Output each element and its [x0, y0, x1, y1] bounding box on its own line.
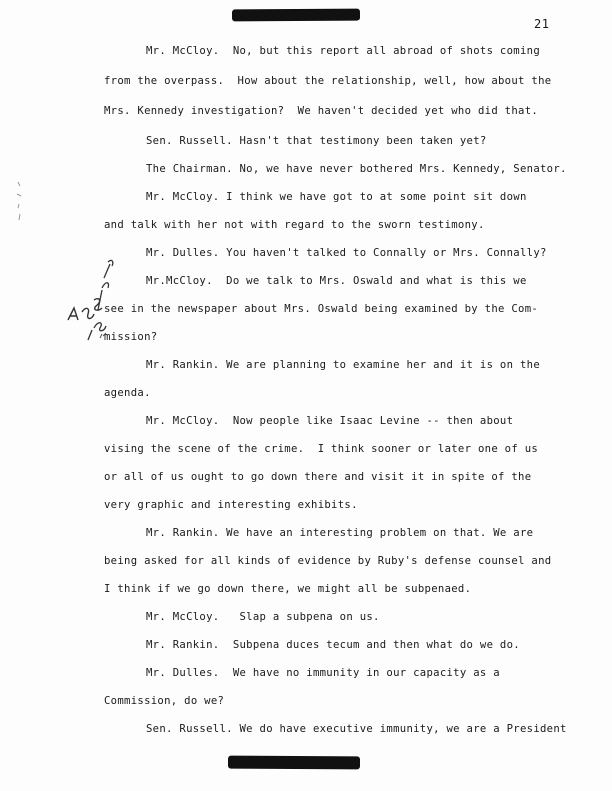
transcript-line: Sen. Russell. We do have executive immunity, we are a President	[146, 723, 567, 735]
bottom-redaction-mark	[228, 756, 360, 770]
transcript-line: Mr. Dulles. We have no immunity in our capacity as a	[146, 667, 500, 679]
transcript-line: Mr. McCloy. No, but this report all abroad of shots coming	[146, 45, 540, 57]
transcript-line: Mr.McCloy. Do we talk to Mrs. Oswald and what is this we	[146, 275, 527, 287]
transcript-line: Mrs. Kennedy investigation? We haven't decided yet who did that.	[104, 105, 539, 117]
margin-mark	[12, 180, 28, 225]
transcript-line: from the overpass. How about the relationship, well, how about the	[104, 75, 552, 87]
transcript-line: vising the scene of the crime. I think sooner or later one of us	[104, 443, 539, 455]
transcript-line: Mr. Rankin. Subpena duces tecum and then what do we do.	[146, 639, 520, 651]
transcript-line: Mr. Dulles. You haven't talked to Connally or Mrs. Connally?	[146, 247, 547, 259]
transcript-line: mission?	[104, 331, 158, 343]
transcript-line: very graphic and interesting exhibits.	[104, 499, 358, 511]
transcript-line: Mr. Rankin. We have an interesting problem on that. We are	[146, 527, 534, 539]
transcript-line: see in the newspaper about Mrs. Oswald being examined by the Com-	[104, 303, 539, 315]
transcript-line: Mr. Rankin. We are planning to examine her and it is on the	[146, 359, 540, 371]
transcript-line: Mr. McCloy. Slap a subpena on us.	[146, 611, 380, 623]
top-redaction-mark	[232, 9, 360, 22]
transcript-line: Commission, do we?	[104, 695, 225, 707]
transcript-line: The Chairman. No, we have never bothered Mrs. Kennedy, Senator.	[146, 163, 567, 175]
transcript-line: being asked for all kinds of evidence by Ruby's defense counsel and	[104, 555, 552, 567]
transcript-line: and talk with her not with regard to the sworn testimony.	[104, 219, 485, 231]
transcript-line: Sen. Russell. Hasn't that testimony been taken yet?	[146, 135, 487, 147]
transcript-line: Mr. McCloy. Now people like Isaac Levine -- then about	[146, 415, 514, 427]
transcript-line: I think if we go down there, we might all be subpenaed.	[104, 583, 472, 595]
page-number: 21	[534, 17, 550, 31]
transcript-line: Mr. McCloy. I think we have got to at some point sit down	[146, 191, 527, 203]
transcript-line: agenda.	[104, 387, 151, 399]
transcript-line: or all of us ought to go down there and visit it in spite of the	[104, 471, 532, 483]
